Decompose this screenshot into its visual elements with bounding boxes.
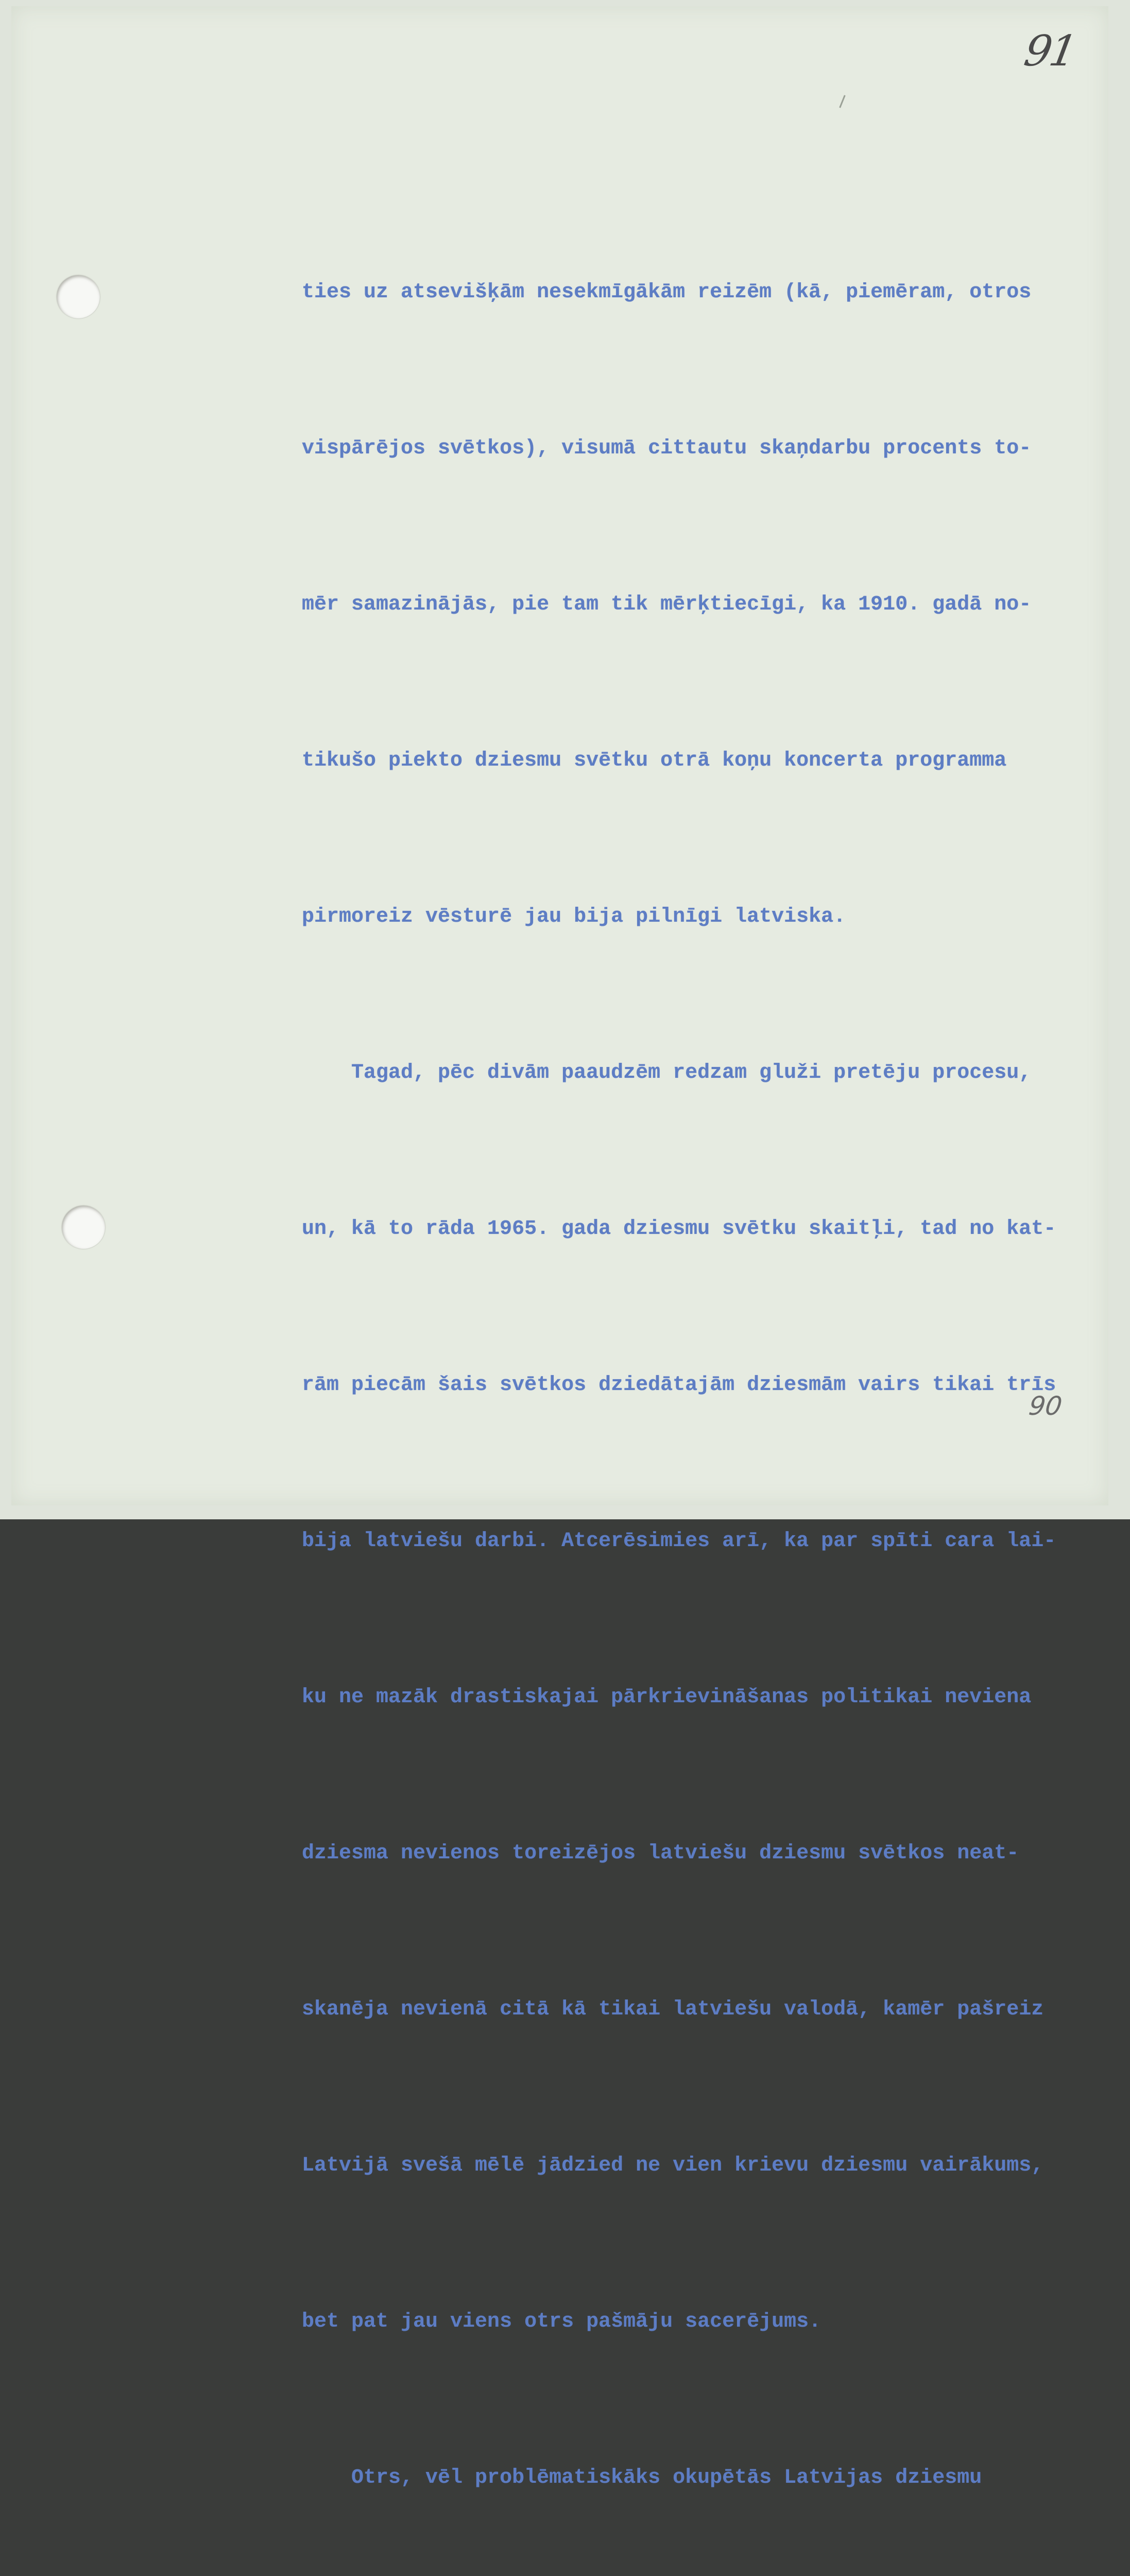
text-line: pirmoreiz vēsturē jau bija pilnīgi latviska. [302, 905, 846, 928]
text-line: vispārējos svētkos), visumā cittautu skaņdarbu procents to- [302, 437, 1032, 460]
document-body [302, 162, 1080, 2576]
punch-hole-top [57, 275, 100, 318]
text-line: Tagad, pēc divām paaudzēm redzam gluži pretēju procesu, [302, 1061, 1032, 1084]
text-line: rām piecām šais svētkos dziedātajām dziesmām vairs tikai trīs [302, 1374, 1056, 1397]
text-line: skanēja nevienā citā kā tikai latviešu valodā, kamēr pašreiz [302, 1998, 1044, 2021]
handwritten-page-number: 91 [1020, 27, 1079, 76]
pencil-mark [839, 95, 846, 108]
handwritten-archive-number: 90 [1026, 1391, 1064, 1421]
text-line: bet pat jau viens otrs pašmāju sacerējums. [302, 2310, 821, 2333]
text-line: un, kā to rāda 1965. gada dziesmu svētku skaitļi, tad no kat- [302, 1217, 1056, 1241]
punch-hole-bottom [62, 1206, 105, 1249]
text-line: Latvijā svešā mēlē jādzied ne vien krievu dziesmu vairākums, [302, 2154, 1044, 2177]
text-line: ku ne mazāk drastiskajai pārkrievināšanas politikai neviena [302, 1686, 1032, 1709]
text-line: ties uz atsevišķām nesekmīgākām reizēm (kā, piemēram, otros [302, 281, 1032, 304]
text-line: tikušo piekto dziesmu svētku otrā koņu koncerta programma [302, 749, 1007, 772]
text-line: Otrs, vēl problēmatiskāks okupētās Latvijas dziesmu [302, 2466, 982, 2489]
text-line: dziesma nevienos toreizējos latviešu dziesmu svētkos neat- [302, 1842, 1019, 1865]
text-line: mēr samazinājās, pie tam tik mērķtiecīgi, ka 1910. gadā no- [302, 593, 1032, 616]
text-line: bija latviešu darbi. Atcerēsimies arī, ka par spīti cara lai- [302, 1530, 1056, 1553]
